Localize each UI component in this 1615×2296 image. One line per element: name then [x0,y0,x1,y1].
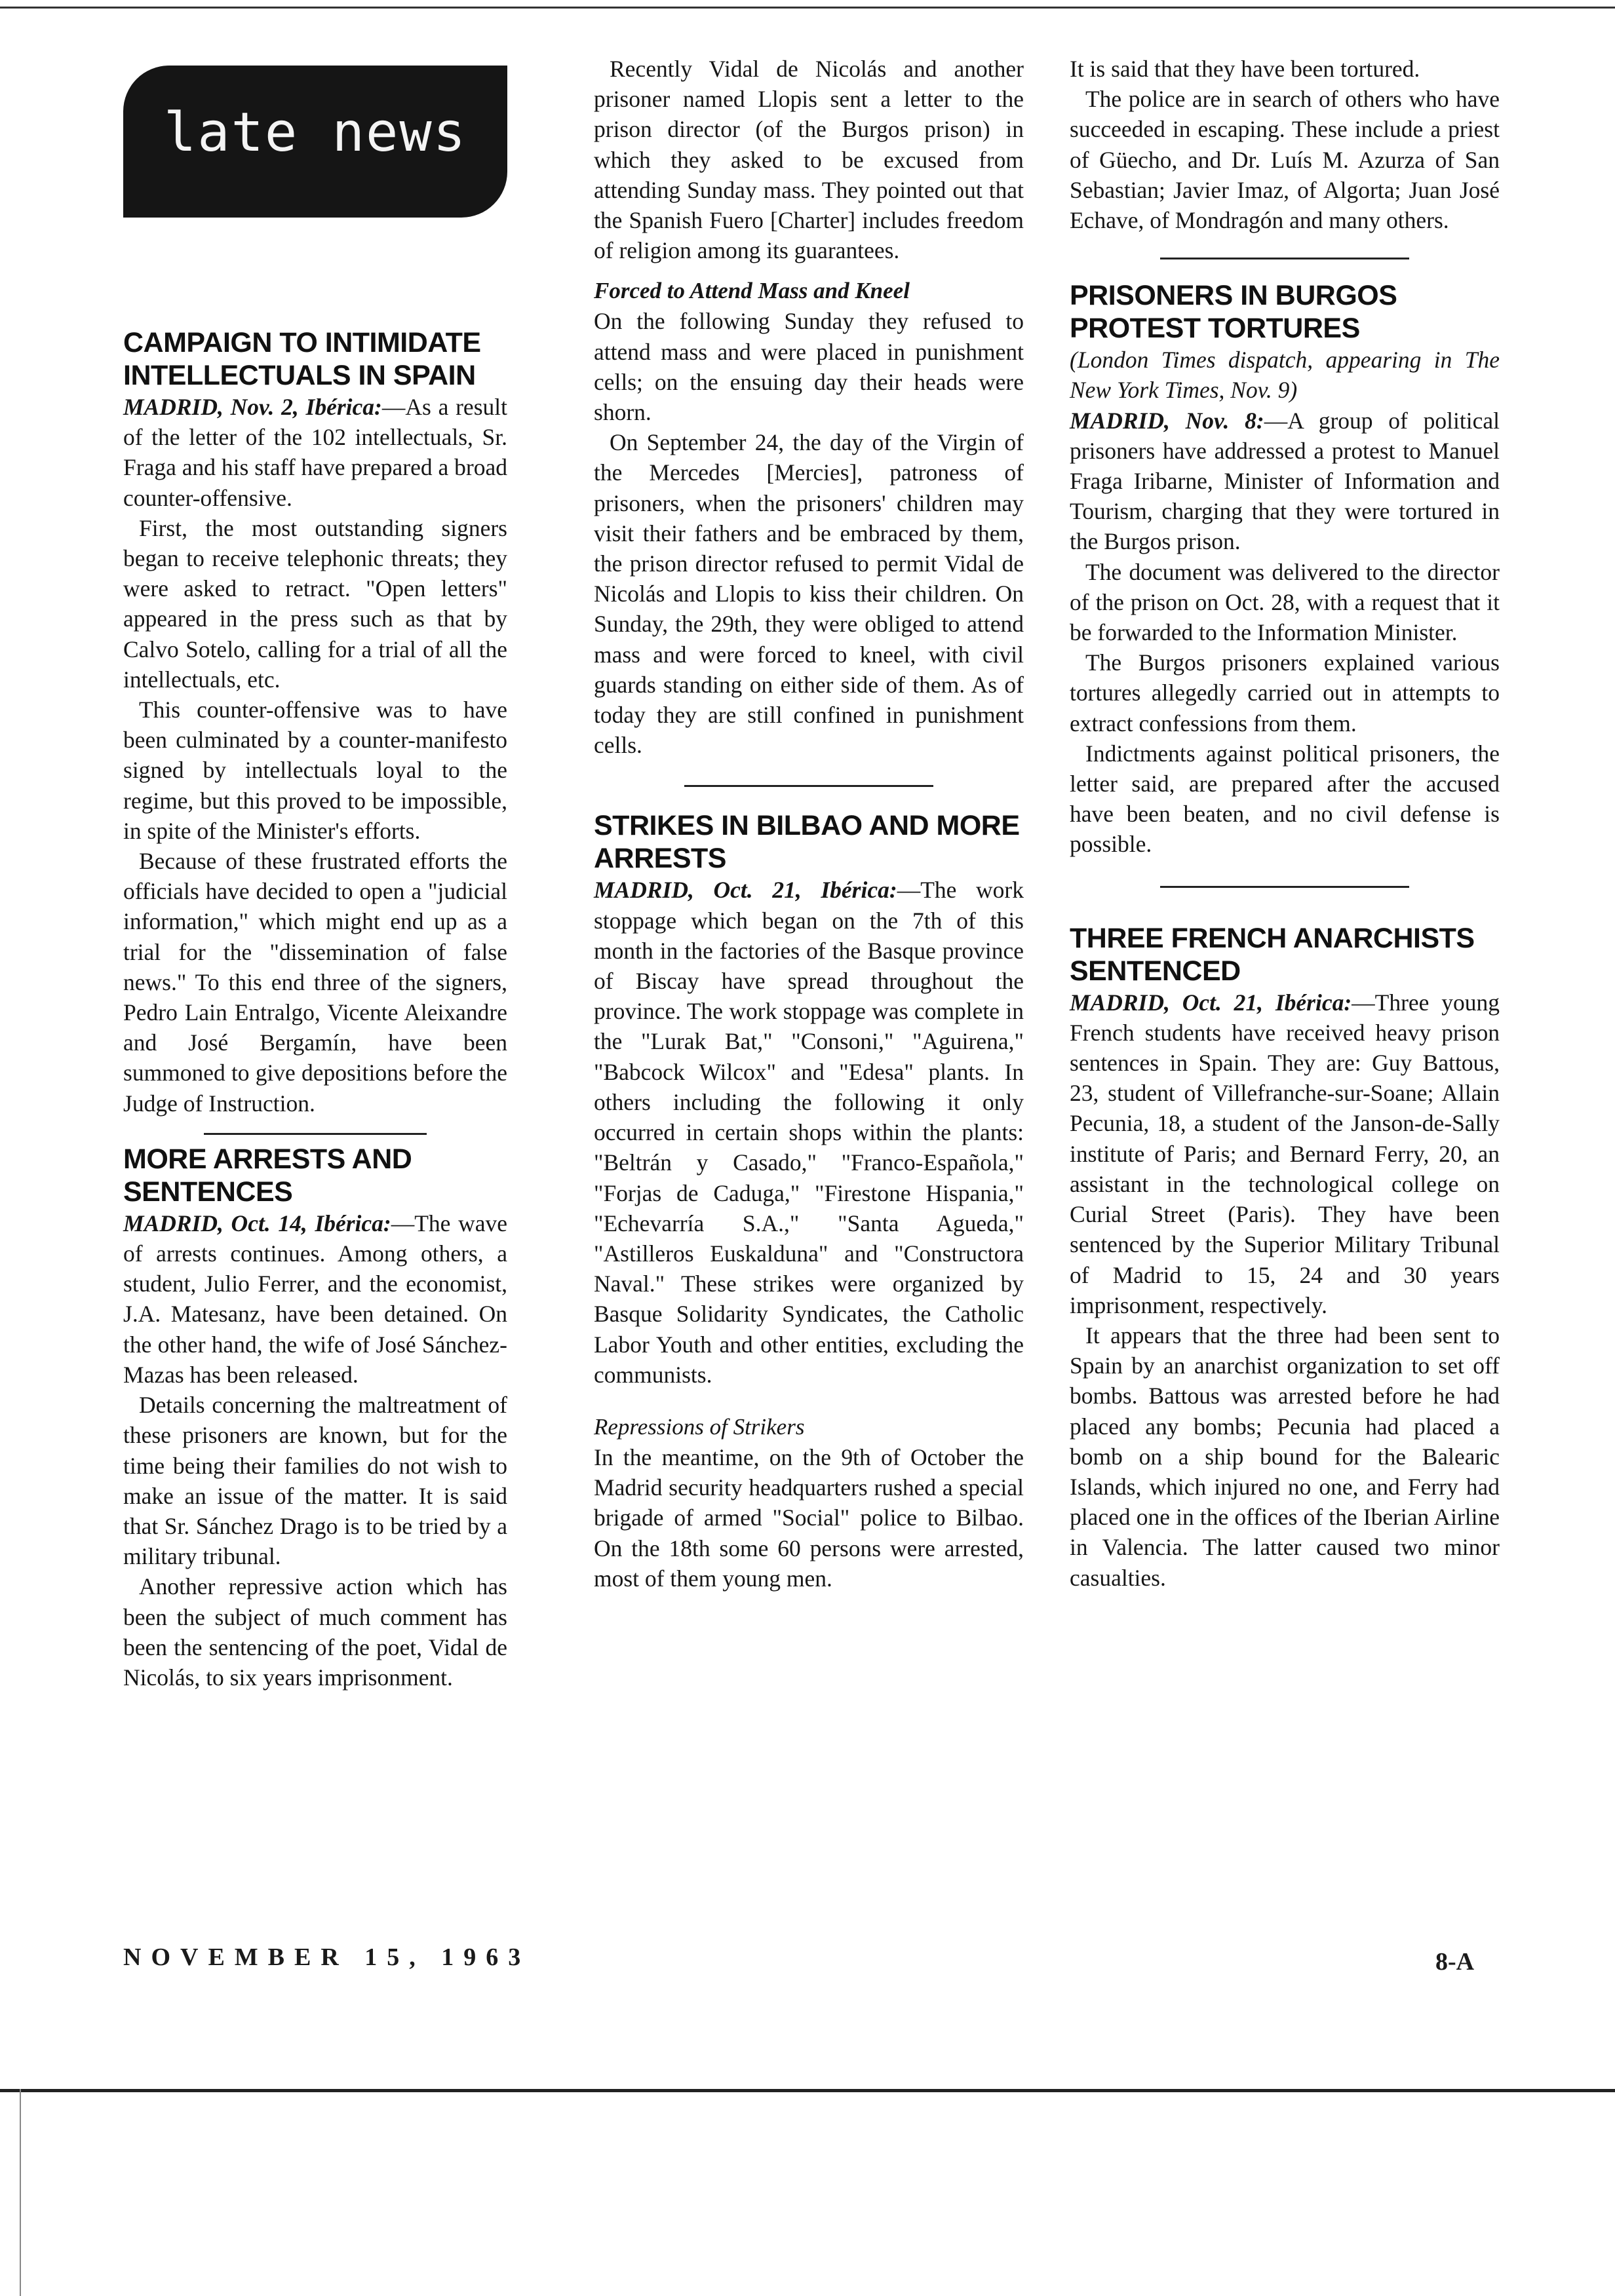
subheading-repressions: Repressions of Strikers [594,1413,805,1440]
article-paragraph: On the following Sunday they refused to attend mass and were placed in punishment cells; on the ensuing day their heads were shorn. [594,308,1024,426]
late-news-badge [123,66,507,218]
top-border-rule [0,7,1615,9]
article-paragraph: MADRID, Oct. 21, Ibérica:—The work stoppage which began on the 7th of this month in the factories of the Basque province of Biscay have spread throughout the province. The work stoppage was complete in the "Lurak Bat," "Consoni," "Aguirena," "Babcock Wilcox" and "Edesa" plants. In others including the following it only occurred in certain shops within the plants: "Beltrán y Casado," "Franco-Española," "Forjas de Caduga," "Firestone Hispania," "Echevarría S.A.," "Santa Agueda," "Astilleros Euskalduna" and "Constructora Naval." These strikes were organized by Basque Solidarity Syndicates, the Catholic Labor Youth and other entities, excluding the communists. [594,877,1024,1388]
section-divider [684,785,933,787]
dateline: MADRID, Oct. 21, Ibérica: [1070,989,1352,1016]
column-1 [123,326,507,1693]
article-paragraph: MADRID, Oct. 14, Ibérica:—The wave of arrests continues. Among others, a student, Julio Ferrer, and the economist, J.A. Matesanz, have been detained. On the other hand, the wife of José Sánchez-Mazas has been released. [123,1210,507,1388]
article-paragraph: In the meantime, on the 9th of October the Madrid security headquarters rushed a special brigade of armed "Social" police to Bilbao. On the 18th some 60 persons were arrested, most of them young men. [594,1444,1024,1592]
page-number: 8-A [1435,1948,1475,1976]
dateline: MADRID, Nov. 2, Ibérica: [123,394,382,420]
article-paragraph: Another repressive action which has been the subject of much comment has been the sentencing of the poet, Vidal de Nicolás, to six years imprisonment. [123,1573,507,1691]
dateline: MADRID, Oct. 14, Ibérica: [123,1210,391,1236]
article-paragraph: Indictments against political prisoners, the letter said, are prepared after the accused have been beaten, and no civil defense is possible. [1070,740,1500,858]
headline-campaign-intellectuals: CAMPAIGN TO INTIMIDATE INTELLECTUALS IN SPAIN [123,327,481,391]
headline-more-arrests: MORE ARRESTS AND SENTENCES [123,1143,412,1208]
article-paragraph: Recently Vidal de Nicolás and another prisoner named Llopis sent a letter to the prison director (of the Burgos prison) in which they asked to be excused from attending Sunday mass. They pointed out that the Spanish Fuero [Charter] includes freedom of religion among its guarantees. [594,56,1024,264]
headline-strikes-bilbao: STRIKES IN BILBAO AND MORE ARRESTS [594,810,1020,875]
article-paragraph: Because of these frustrated efforts the officials have decided to open a "judicial information," which might end up as a trial for the "dissemination of false news." To this end three of the signers, Pedro Lain Entralgo, Vicente Aleixandre and José Bergamín, have been summoned to give depositions before the Judge of Instruction. [123,848,507,1117]
article-paragraph: It is said that they have been tortured. [1070,56,1420,82]
headline-french-anarchists: THREE FRENCH ANARCHISTS SENTENCED [1070,922,1475,987]
subheading-forced-mass: Forced to Attend Mass and Kneel [594,278,910,304]
article-paragraph: Details concerning the maltreatment of these prisoners are known, but for the time being their families do not wish to make an issue of the matter. It is said that Sr. Sánchez Drago is to be tried by a military tribunal. [123,1392,507,1570]
article-paragraph: First, the most outstanding signers began to receive telephonic threats; they were asked to retract. "Open letters" appeared in the press such as that by Calvo Sotelo, calling for a trial of all the intellectuals, etc. [123,514,507,693]
headline-prisoners-burgos: PRISONERS IN BURGOS PROTEST TORTURES [1070,280,1397,345]
article-paragraph: The police are in search of others who have succeeded in escaping. These include a priest of Güecho, and Dr. Luís M. Azurza of San Sebastian; Javier Imaz, of Algorta; Juan José Echave, of Mondragón and many others. [1070,86,1500,234]
binder-edge-line [20,2089,21,2296]
article-paragraph: It appears that the three had been sent to Spain by an anarchist organization to set off bombs. Battous was arrested before he had placed any bombs; Pecunia had placed a bomb on a ship bound for the Balearic Islands, which injured no one, and Ferry had placed one in the offices of the Iberian Airline in Valencia. The latter caused two minor casualties. [1070,1322,1500,1591]
dateline: MADRID, Oct. 21, Ibérica: [594,877,897,904]
article-intro: (London Times dispatch, appearing in The New York Times, Nov. 9) [1070,347,1500,404]
article-paragraph: MADRID, Oct. 21, Ibérica:—Three young French students have received heavy prison sentences in Spain. They are: Guy Battous, 23, student of Villefranche-sur-Soane; Allain Pecunia, 18, a student of the Janson-de-Sally institute of Paris; and Bernard Ferry, 20, an assistant in the technological college on Curial Street (Paris). They have been sentenced by the Superior Military Tribunal of Madrid to 15, 24 and 30 years imprisonment, respectively. [1070,989,1500,1318]
dateline: MADRID, Nov. 8: [1070,407,1264,434]
article-paragraph: The Burgos prisoners explained various tortures allegedly carried out in attempts to extract confessions from them. [1070,649,1500,737]
late-news-label: late news [163,102,467,164]
article-paragraph: This counter-offensive was to have been culminated by a counter-manifesto signed by intellectuals loyal to the regime, but this proved to be impossible, in spite of the Minister's efforts. [123,697,507,844]
section-divider [204,1133,427,1135]
section-divider [1160,258,1409,259]
section-divider [1160,886,1409,888]
article-paragraph: MADRID, Nov. 8:—A group of political prisoners have addressed a protest to Manuel Fraga Iribarne, Minister of Information and Tourism, charging that they were tortured in the Burgos prison. [1070,407,1500,555]
article-paragraph: On September 24, the day of the Virgin of the Mercedes [Mercies], patroness of prisoners, when the prisoners' children may visit their fathers and be embraced by them, the prison director refused to permit Vidal de Nicolás and Llopis to kiss their children. On Sunday, the 29th, they were obliged to attend mass and were forced to kneel, with civil guards standing on either side of them. As of today they are still confined in punishment cells. [594,429,1024,759]
issue-date: NOVEMBER 15, 1963 [123,1943,531,1971]
article-paragraph: MADRID, Nov. 2, Ibérica:—As a result of the letter of the 102 intellectuals, Sr. Fraga and his staff have prepared a broad counter-offensive. [123,394,507,511]
column-2 [594,54,1024,1594]
article-paragraph: The document was delivered to the director of the prison on Oct. 28, with a request that it be forwarded to the Information Minister. [1070,558,1500,646]
bottom-border-rule [0,2089,1615,2092]
column-3 [1070,54,1500,1593]
